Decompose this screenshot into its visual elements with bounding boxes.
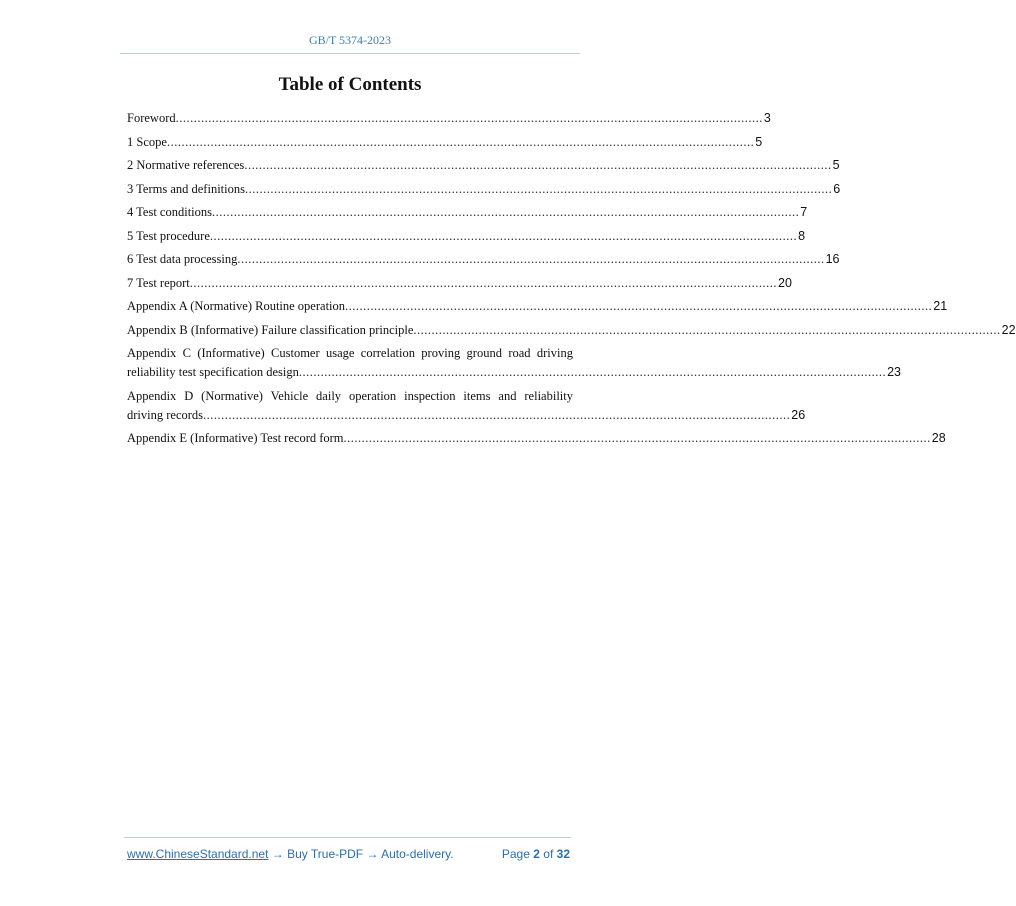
- page-footer: [127, 847, 570, 861]
- toc-entry-foreword[interactable]: [127, 109, 771, 128]
- dot-leader: ..................................................................................................................................................................: [166, 134, 755, 149]
- toc-entry-page: 8: [798, 228, 806, 243]
- toc-entry-label: Appendix B (Informative) Failure classification principle: [127, 322, 414, 337]
- of-word: of: [543, 847, 554, 861]
- current-page-number: 2: [533, 847, 540, 861]
- toc-entry-label: Appendix A (Normative) Routine operation: [127, 299, 346, 313]
- page-counter: [502, 847, 570, 861]
- toc-entry-terms-definitions[interactable]: [127, 180, 841, 199]
- dot-leader: ..................................................................................................................................................................: [244, 158, 832, 172]
- toc-entry-label-line1: Appendix D (Normative) Vehicle daily operation inspection items and reliability: [127, 388, 573, 403]
- toc-entry-page: 3: [763, 111, 771, 125]
- toc-entry-label: 4 Test conditions: [127, 205, 213, 219]
- dot-leader: ..................................................................................................................................................................: [298, 365, 887, 379]
- toc-entry-label: 1 Scope: [127, 134, 167, 149]
- toc-entry-label: 6 Test data processing: [127, 252, 238, 266]
- toc-entry-test-report[interactable]: [127, 274, 792, 293]
- toc-entry-test-data-processing[interactable]: [127, 250, 840, 269]
- dot-leader: ..................................................................................................................................................................: [343, 431, 931, 445]
- page-word: Page: [501, 847, 530, 861]
- dot-leader: ..................................................................................................................................................................: [175, 111, 763, 125]
- toc-entry-label: 5 Test procedure: [127, 228, 210, 243]
- toc-entry-page: 23: [887, 365, 901, 379]
- dot-leader: ..................................................................................................................................................................: [212, 205, 800, 219]
- toc-entry-page: 5: [755, 134, 763, 149]
- toc-entry-page: 26: [791, 407, 806, 422]
- toc-entry-label-line2: reliability test specification design: [127, 365, 299, 379]
- toc-entry-label-line1: Appendix C (Informative) Customer usage correlation proving ground road driving: [127, 346, 573, 360]
- toc-entry-page: 21: [933, 299, 948, 313]
- toc-entry-page: 7: [800, 205, 808, 219]
- toc-entry-label-line2: driving records: [127, 407, 204, 422]
- toc-entry-label: Foreword: [127, 111, 176, 125]
- header-standard-code: GB/T 5374-2023: [308, 33, 392, 47]
- toc-entry-appendix-b[interactable]: [127, 321, 1016, 340]
- toc-entry-label: Appendix E (Informative) Test record form: [127, 431, 344, 445]
- toc-entry-label: 3 Terms and definitions: [127, 181, 245, 196]
- toc-entry-appendix-a[interactable]: [127, 297, 948, 316]
- toc-entry-page: 22: [1001, 322, 1016, 337]
- toc-entry-test-conditions[interactable]: [127, 203, 808, 222]
- dot-leader: ..................................................................................................................................................................: [203, 407, 791, 422]
- toc-entry-appendix-c[interactable]: [127, 344, 901, 382]
- toc-entry-appendix-d[interactable]: [127, 387, 806, 425]
- dot-leader: ..................................................................................................................................................................: [413, 322, 1001, 337]
- toc-entry-normative-references[interactable]: [127, 156, 840, 175]
- toc-entry-page: 5: [832, 158, 840, 172]
- toc-entry-page: 28: [931, 431, 946, 445]
- toc-entry-label: 2 Normative references: [127, 158, 245, 172]
- dot-leader: ..................................................................................................................................................................: [345, 299, 933, 313]
- toc-entry-page: 16: [825, 252, 840, 266]
- dot-leader: ..................................................................................................................................................................: [244, 181, 833, 196]
- promo-text: → Buy True-PDF → Auto-delivery.: [268, 847, 454, 861]
- toc-entry-page: 20: [778, 275, 792, 290]
- footer-divider: [124, 837, 571, 838]
- dot-leader: ..................................................................................................................................................................: [189, 275, 778, 290]
- toc-entry-scope[interactable]: [127, 133, 763, 152]
- toc-entry-appendix-e[interactable]: [127, 429, 946, 448]
- table-of-contents: [127, 109, 1016, 453]
- website-link[interactable]: www.ChineseStandard.net: [127, 847, 269, 861]
- toc-entry-page: 6: [833, 181, 841, 196]
- header-divider: [120, 53, 580, 54]
- dot-leader: ..................................................................................................................................................................: [209, 228, 798, 243]
- page-title: Table of Contents: [278, 74, 422, 95]
- toc-entry-test-procedure[interactable]: [127, 227, 806, 246]
- dot-leader: ..................................................................................................................................................................: [237, 252, 825, 266]
- total-pages-number: 32: [556, 847, 570, 861]
- toc-entry-label: 7 Test report: [127, 275, 190, 290]
